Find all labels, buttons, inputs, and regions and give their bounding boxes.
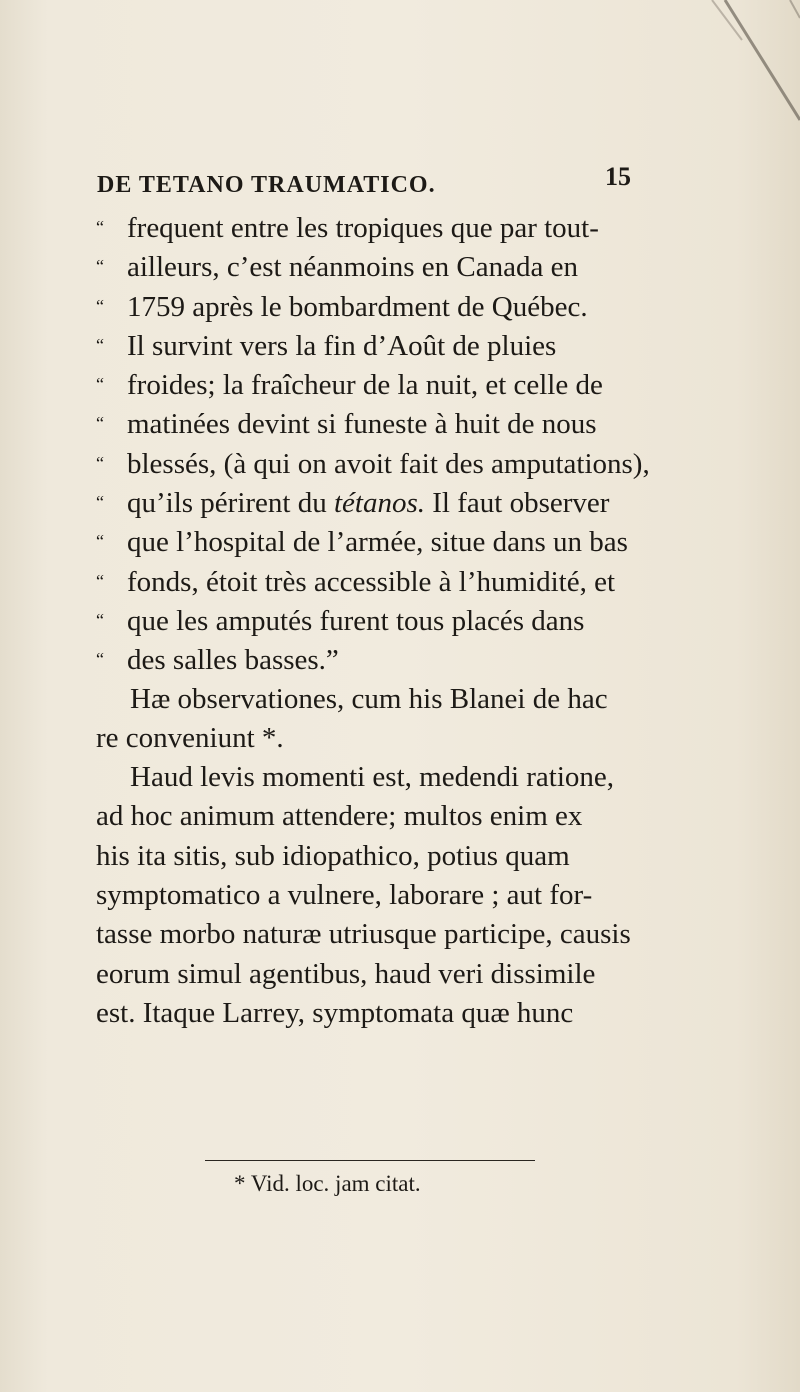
line-text: symptomatico a vulnere, laborare ; aut for-	[96, 879, 593, 912]
text-line	[96, 404, 676, 443]
footnote-rule	[205, 1160, 535, 1161]
running-head	[0, 162, 800, 202]
body-text	[96, 208, 676, 1033]
text-line	[96, 837, 676, 876]
line-text: fonds, étoit très accessible à l’humidité, et	[127, 565, 616, 598]
text-line	[96, 483, 676, 522]
line-text: ailleurs, c’est néanmoins en Canada en	[127, 251, 578, 284]
quote-mark: “	[96, 334, 104, 355]
line-text: frequent entre les tropiques que par tout-	[127, 212, 599, 244]
text-line	[96, 797, 676, 836]
text-line	[96, 287, 676, 326]
text-line	[96, 955, 676, 994]
page-number: 15	[605, 162, 631, 191]
text-line	[96, 994, 676, 1033]
text-line	[96, 522, 676, 561]
quote-mark: “	[96, 413, 104, 434]
line-text: ad hoc animum attendere; multos enim ex	[96, 800, 583, 833]
quote-mark: “	[96, 649, 104, 670]
quote-mark: “	[96, 531, 104, 552]
line-text: his ita sitis, sub idiopathico, potius quam	[96, 839, 570, 872]
text-line	[96, 365, 676, 404]
footnote: * Vid. loc. jam citat.	[234, 1171, 421, 1196]
text-line	[96, 562, 676, 601]
line-text: des salles basses.”	[127, 644, 339, 677]
text-line	[96, 208, 676, 247]
page-crease-mark	[0, 0, 800, 130]
line-text: qu’ils périrent du	[127, 487, 327, 520]
text-line	[96, 876, 676, 915]
quote-mark: “	[96, 452, 104, 473]
line-text: que les amputés furent tous placés dans	[127, 604, 585, 637]
line-text-continued: Il faut observer	[425, 487, 610, 520]
text-line	[96, 758, 676, 797]
text-line	[96, 640, 676, 679]
line-text: re conveniunt *.	[96, 721, 284, 754]
line-text: Hæ observationes, cum his Blanei de hac	[130, 682, 608, 715]
quote-mark: “	[96, 492, 104, 513]
running-title: DE TETANO TRAUMATICO.	[97, 172, 436, 198]
quote-mark: “	[96, 256, 104, 277]
line-text: eorum simul agentibus, haud veri dissimile	[96, 957, 596, 990]
line-text: 1759 après le bombardment de Québec.	[127, 290, 588, 323]
line-text: que l’hospital de l’armée, situe dans un bas	[127, 526, 628, 559]
text-line	[96, 719, 676, 758]
text-line	[96, 326, 676, 365]
quote-mark: “	[96, 609, 104, 630]
line-text: tasse morbo naturæ utriusque participe, causis	[96, 918, 631, 951]
line-text: est. Itaque Larrey, symptomata quæ hunc	[96, 996, 574, 1029]
line-text: Il survint vers la fin d’Août de pluies	[127, 329, 557, 362]
text-line	[96, 247, 676, 286]
line-text: matinées devint si funeste à huit de nous	[127, 408, 597, 441]
text-line	[96, 915, 676, 954]
quote-mark: “	[96, 295, 104, 316]
text-line	[96, 680, 676, 719]
quote-mark: “	[96, 570, 104, 591]
quote-mark: “	[96, 217, 104, 237]
italic-term: tétanos.	[333, 487, 426, 520]
line-text: blessés, (à qui on avoit fait des amputations),	[127, 447, 650, 480]
text-line	[96, 601, 676, 640]
line-text: Haud levis momenti est, medendi ratione,	[130, 761, 615, 794]
line-text: froides; la fraîcheur de la nuit, et celle de	[127, 369, 603, 402]
text-line	[96, 444, 676, 483]
quote-mark: “	[96, 374, 104, 395]
